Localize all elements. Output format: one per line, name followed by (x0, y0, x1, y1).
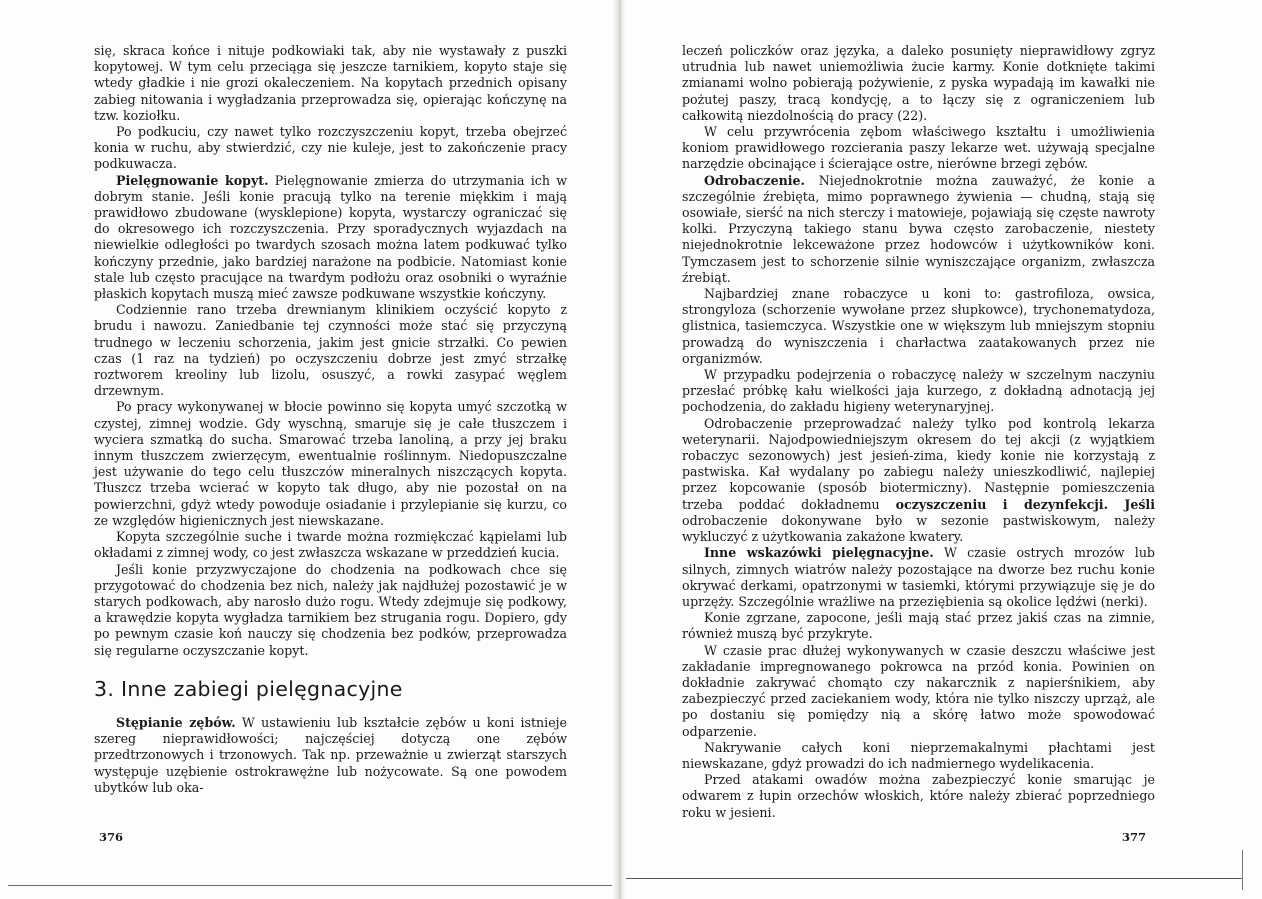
paragraph-pielegnowanie (94, 173, 567, 303)
paragraph-body: Odrobaczenie przeprowadzać należy tylko pod kontrolą lekarza weterynarii. Najodpowiedniejszym okresem do tej akcji (z wyjątkiem robaczyc sezonowych) jest jesień-zima, kiedy konie nie korzystają z pastwiska. Kał wydalany po zabiegu należy unieszkodliwić, najlepiej przez kopcowanie (sposób biotermiczny). Następnie pomieszczenia trzeba poddać dokładnemu (682, 415, 1155, 512)
left-page-text-column (94, 43, 567, 796)
paragraph: Po pracy wykonywanej w błocie powinno się kopyta umyć szczotką w czystej, zimnej wodzie. Gdy wyschną, smaruje się je całe tłuszczem i wyciera szmatką do sucha. Smarować trzeba lanoliną, a przy jej braku innym tłuszczem zwierzęcym, ewentualnie roślinnym. Niedopuszczalne jest używanie do tego celu tłuszczów mineralnych niszczących kopyta. Tłuszcz trzeba wcierać w kopyto tak długo, aby nie pozostał on na powierzchni, gdyż wtedy powoduje osiadanie i przylepianie się kurzu, co ze względów higienicznych jest niewskazane. (94, 399, 567, 528)
paragraph: Nakrywanie całych koni nieprzemakalnymi płachtami jest niewskazane, gdyż prowadzi do ich nadmiernego wydelikacenia. (682, 739, 1155, 771)
paragraph-body: W czasie ostrych mrozów lub silnych, zimnych wiatrów należy pozostające na dworze bez ruchu konie okrywać derkami, opatrzonymi w tasiemki, którymi przywiązuje się je do uprzęży. Szczególnie wrażliwe na przeziębienia są okolice lędźwi (nerki). (682, 545, 1155, 609)
paragraph-odrobaczenie (682, 173, 1155, 286)
paragraph: Przed atakami owadów można zabezpieczyć konie smarując je odwarem z łupin orzechów włoskich, które należy zbierać poprzedniego roku w jesieni. (682, 772, 1155, 820)
paragraph: leczeń policzków oraz języka, a daleko posunięty nieprawidłowy zgryz utrudnia lub nawet uniemożliwia żucie karmy. Konie dotknięte takimi zmianami wolno pobierają pożywienie, z pyska wypadają im kawałki nie pożutej paszy, tracą kondycję, a to łączy się z ograniczeniem lub całkowitą niezdolnością do pracy (22). (682, 43, 1155, 123)
right-page-text-column (682, 43, 1155, 821)
run-in-heading: Odrobaczenie. (704, 172, 805, 188)
book-gutter (612, 0, 626, 899)
left-page (0, 0, 620, 899)
paragraph-body: Niejednokrotnie można zauważyć, że konie a szczególnie źrebięta, mimo poprawnego żywienia — chudną, stają się osowiałe, sierść na nich sterczy i matowieje, pojawiają się częste nawroty kolki. Przyczyną takiego stanu bywa często zarobaczenie, niestety niejednokrotnie lekceważone przez hodowców i użytkowników koni. Tymczasem jest to schorzenie silnie wyniszczające organizm, zwłaszcza źrebiąt. (682, 172, 1155, 285)
paragraph: Kopyta szczególnie suche i twarde można rozmiękczać kąpielami lub okładami z zimnej wody, co jest zwłaszcza wskazane w przeddzień kucia. (94, 529, 567, 561)
section-heading: 3. Inne zabiegi pielęgnacyjne (94, 676, 403, 701)
page-number-left: 376 (99, 830, 124, 844)
paragraph: Najbardziej znane robaczyce u koni to: gastrofiloza, owsica, strongyloza (schorzenie wywołane przez słupkowce), trychonematydoza, glistnica, tasiemczyca. Wszystkie one w większym lub mniejszym stopniu prowadzą do wyniszczenia i charłactwa zaatakowanych przez nie organizmów. (682, 286, 1155, 366)
page-bottom-edge-left (8, 885, 612, 886)
page-number-right: 377 (1122, 830, 1147, 844)
paragraph: W celu przywrócenia zębom właściwego kształtu i umożliwienia koniom prawidłowego rozcierania paszy lekarze wet. używają specjalne narzędzie obcinające i ścierające ostre, nierówne brzegi zębów. (682, 124, 1155, 172)
paragraph: Jeśli konie przyzwyczajone do chodzenia na podkowach chce się przygotować do chodzenia bez nich, należy jak najdłużej pozostawić je w starych podkowach, aby narosło dużo rogu. Wtedy zdejmuje się podkowy, a krawędzie kopyta wygładza tarnikiem bez strugania rogu. Dopiero, gdy po pewnym czasie koń nauczy się chodzenia bez podków, przeprowadza się regularne oczyszczanie kopyt. (94, 561, 567, 658)
run-in-heading: Inne wskazówki pielęgnacyjne. (704, 545, 934, 561)
paragraph-body: W ustawieniu lub kształcie zębów u koni istnieje szereg nieprawidłowości; najczęściej dotyczą one zębów przedtrzonowych i trzonowych. Tak np. przeważnie u zwierząt starszych występuje uzębienie ostrokrawężne lub nożycowate. Są one powodem ubytków lub oka- (94, 714, 568, 795)
paragraph: Konie zgrzane, zapocone, jeśli mają stać przez jakiś czas na zimnie, również muszą być przykryte. (682, 610, 1155, 642)
run-in-heading: Stępianie zębów. (116, 714, 236, 730)
page-bottom-edge-right (626, 878, 1242, 879)
paragraph: W przypadku podejrzenia o robaczycę należy w szczelnym naczyniu przesłać próbkę kału wielkości jaja kurzego, z dokładną adnotacją jej pochodzenia, do zakładu higieny weterynaryjnej. (682, 367, 1155, 415)
paragraph-stepianie (94, 715, 567, 796)
paragraph-disinfection (682, 416, 1155, 546)
paragraph-inne-wskazowki (682, 545, 1155, 610)
paragraph: Po podkuciu, czy nawet tylko rozczyszczeniu kopyt, trzeba obejrzeć konia w ruchu, aby stwierdzić, czy nie kuleje, jest to zakończenie pracy podkuwacza. (94, 124, 567, 172)
bold-phrase: oczyszczeniu i dezynfekcji. Jeśli (895, 496, 1155, 512)
run-in-heading: Pielęgnowanie kopyt. (116, 172, 269, 188)
page-right-edge (1242, 850, 1243, 890)
paragraph: W czasie prac dłużej wykonywanych w czasie deszczu właściwe jest zakładanie impregnowanego pokrowca na przód konia. Powinien on dokładnie zakrywać chomąto czy nakarcznik z napierśnikiem, aby zabezpieczyć przed zaciekaniem wody, która nie tylko niszczy uprząż, ale po dostaniu się pomiędzy nią a skórę łatwo może spowodować odparzenie. (682, 642, 1155, 739)
paragraph-body: Pielęgnowanie zmierza do utrzymania ich w dobrym stanie. Jeśli konie pracują tylko na terenie miękkim i mają prawidłowo zbudowane (wysklepione) kopyta, wystarczy ograniczać się do okresowego ich rozczyszczenia. Przy sporadycznych wyjazdach na niewielkie odległości po twardych szosach można latem podkuwać tylko kończyny przednie, jako bardziej narażone na podbicie. Natomiast konie stale lub często pracujące na twardym podłożu oraz osobniki o wyraźnie płaskich kopytach muszą mieć zawsze podkuwane wszystkie kończyny. (94, 172, 568, 302)
paragraph: się, skraca końce i nituje podkowiaki tak, aby nie wystawały z puszki kopytowej. W tym celu przeciąga się jeszcze tarnikiem, kopyto staje się wtedy gładkie i nie grozi okaleczeniem. Na kopytach przednich opisany zabieg nitowania i wygładzania przeprowadza się, opierając kończynę na tzw. koziołku. (94, 43, 567, 123)
paragraph: Codziennie rano trzeba drewnianym klinikiem oczyścić kopyto z brudu i nawozu. Zaniedbanie tej czynności może stać się przyczyną trudnego w leczeniu schorzenia, jakim jest gnicie strzałki. Co pewien czas (1 raz na tydzień) po oczyszczeniu dobrze jest zmyć strzałkę roztworem kreoliny lub lizolu, osuszyć, a rowki zasypać węglem drzewnym. (94, 302, 567, 399)
paragraph-body: odrobaczenie dokonywane było w sezonie pastwiskowym, należy wykluczyć z użytkowania zakażone kwatery. (682, 512, 1155, 545)
